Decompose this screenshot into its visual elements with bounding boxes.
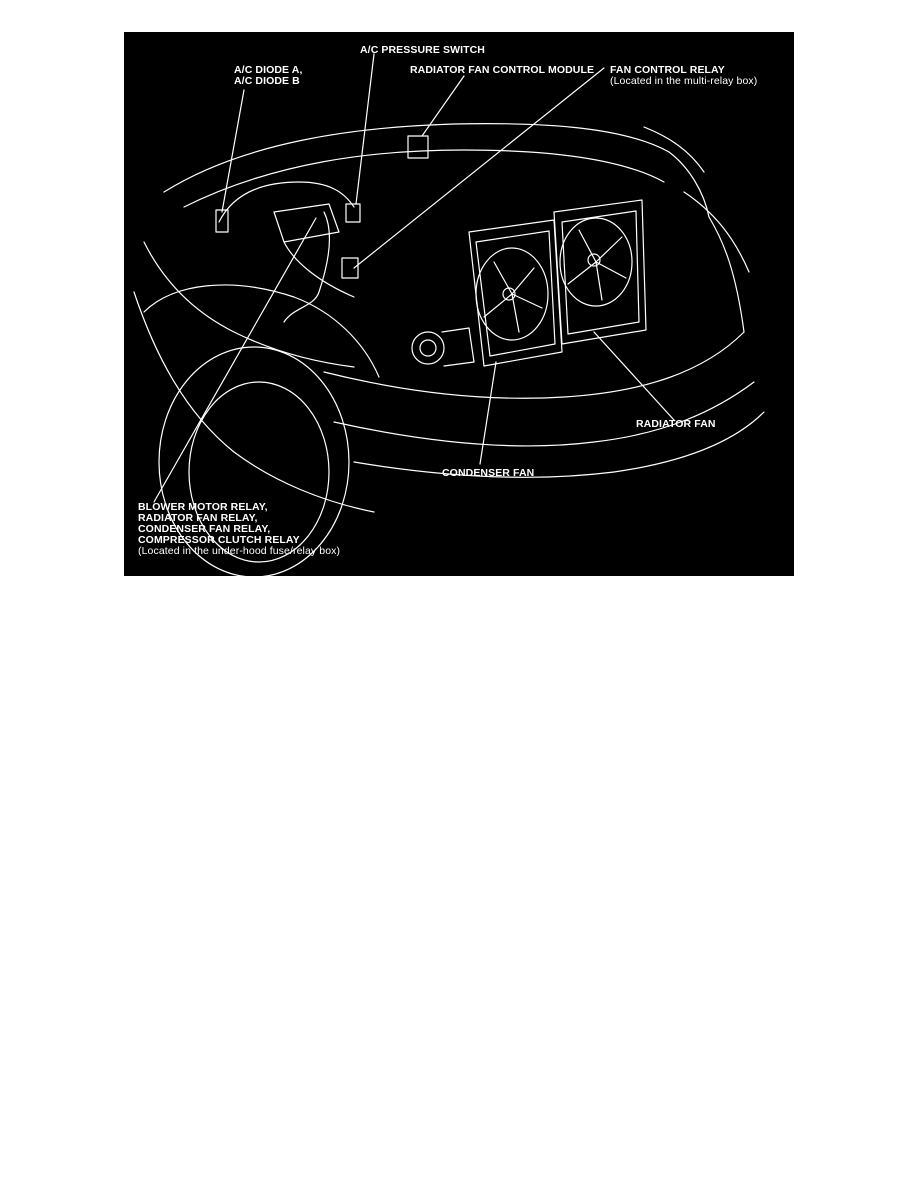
condenser-blade-lines bbox=[484, 262, 542, 332]
radiator-fan-control-module bbox=[408, 136, 428, 158]
leader-relay-group bbox=[154, 218, 316, 502]
compressor-body bbox=[442, 328, 474, 366]
bumper-lower bbox=[334, 382, 754, 446]
label-relay-group-location: (Located in the under-hood fuse/relay box) bbox=[138, 545, 341, 557]
leader-radiator-fan-control-module bbox=[422, 76, 464, 136]
radiator-shroud-inner bbox=[562, 211, 639, 334]
compressor-pulley-inner bbox=[420, 340, 436, 356]
pressure-switch bbox=[346, 204, 360, 222]
leader-ac-diode bbox=[222, 90, 244, 212]
component-location-diagram bbox=[124, 32, 794, 576]
windshield-edge bbox=[644, 127, 704, 172]
label-relay-group bbox=[138, 502, 340, 557]
label-blower-motor-relay: BLOWER MOTOR RELAY, bbox=[138, 501, 268, 513]
label-fan-control-relay-name: FAN CONTROL RELAY bbox=[610, 64, 725, 76]
right-corner bbox=[684, 192, 749, 272]
ac-diode-connector bbox=[216, 210, 228, 232]
compressor-pulley bbox=[412, 332, 444, 364]
vehicle-line-art bbox=[124, 32, 794, 576]
wheel-arch bbox=[144, 285, 379, 377]
fan-control-relay-box bbox=[342, 258, 358, 278]
label-ac-diode-b: A/C DIODE B bbox=[234, 75, 300, 87]
right-body-edge bbox=[709, 217, 744, 332]
label-radiator-fan-relay: RADIATOR FAN RELAY, bbox=[138, 512, 258, 524]
label-condenser-fan: CONDENSER FAN bbox=[442, 467, 535, 479]
label-ac-pressure-switch: A/C PRESSURE SWITCH bbox=[360, 44, 485, 56]
label-ac-diode-a: A/C DIODE A, bbox=[234, 64, 303, 76]
label-radiator-fan-control-module: RADIATOR FAN CONTROL MODULE bbox=[410, 64, 595, 76]
label-compressor-clutch-relay: COMPRESSOR CLUTCH RELAY bbox=[138, 534, 300, 546]
leader-radiator-fan bbox=[594, 332, 674, 420]
leader-condenser-fan bbox=[480, 362, 496, 464]
radiator-blade-lines bbox=[568, 230, 626, 300]
label-radiator-fan: RADIATOR FAN bbox=[636, 418, 716, 430]
leader-ac-pressure-switch bbox=[356, 54, 374, 204]
leader-fan-control-relay bbox=[354, 68, 604, 268]
label-ac-diodes bbox=[234, 65, 302, 87]
label-condenser-fan-relay: CONDENSER FAN RELAY, bbox=[138, 523, 271, 535]
relay-box-front bbox=[284, 242, 354, 297]
bumper-top bbox=[324, 332, 744, 398]
left-fender bbox=[144, 242, 354, 367]
body-side bbox=[134, 292, 374, 512]
wiring-harness bbox=[219, 182, 354, 322]
label-fan-control-relay-location: (Located in the multi-relay box) bbox=[610, 75, 758, 87]
label-fan-control-relay bbox=[610, 65, 757, 87]
hood-outline bbox=[164, 124, 709, 217]
